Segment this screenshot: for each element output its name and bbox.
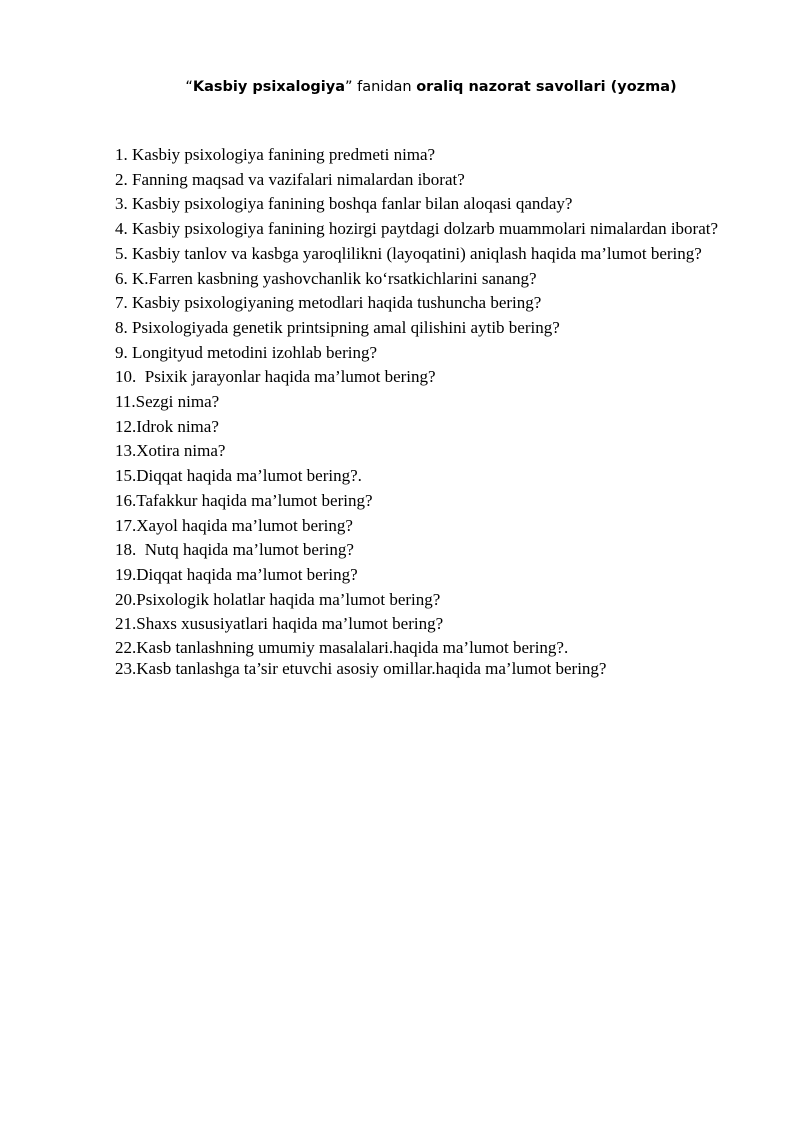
question-item: 4. Kasbiy psixologiya fanining hozirgi paytdagi dolzarb muammolari nimalardan iborat?	[115, 219, 719, 239]
question-item: 2. Fanning maqsad va vazifalari nimalardan iborat?	[115, 169, 465, 189]
question-item: 6. K.Farren kasbning yashovchanlik koʻrsatkichlarini sanang?	[115, 268, 537, 288]
question-item: 17.Xayol haqida ma’lumot bering?	[115, 515, 353, 535]
question-item: 8. Psixologiyada genetik printsipning amal qilishini aytib bering?	[115, 317, 560, 337]
title-subject: Kasbiy psixalogiya	[192, 79, 345, 95]
title-open-quote: “	[185, 79, 193, 95]
question-item: 23.Kasb tanlashga ta’sir etuvchi asosiy omillar.haqida ma’lumot bering?	[115, 659, 607, 679]
question-item: 7. Kasbiy psixologiyaning metodlari haqida tushuncha bering?	[115, 293, 542, 313]
question-item: 15.Diqqat haqida ma’lumot bering?.	[115, 466, 362, 486]
question-item: 21.Shaxs xususiyatlari haqida ma’lumot bering?	[115, 614, 444, 634]
document-title	[0, 76, 800, 98]
question-item: 9. Longityud metodini izohlab bering?	[115, 342, 378, 362]
question-item: 18. Nutq haqida ma’lumot bering?	[115, 540, 354, 560]
title-exam-type: oraliq nazorat savollari (yozma)	[416, 79, 677, 95]
question-item: 16.Tafakkur haqida ma’lumot bering?	[115, 490, 373, 510]
question-item: 13.Xotira nima?	[115, 441, 226, 461]
question-item: 22.Kasb tanlashning umumiy masalalari.haqida ma’lumot bering?.	[115, 638, 569, 658]
questions-list	[115, 143, 733, 679]
question-item: 19.Diqqat haqida ma’lumot bering?	[115, 564, 358, 584]
question-item: 3. Kasbiy psixologiya fanining boshqa fanlar bilan aloqasi qanday?	[115, 194, 573, 214]
question-item: 5. Kasbiy tanlov va kasbga yaroqlilikni (layoqatini) aniqlash haqida ma’lumot bering?	[115, 243, 702, 263]
question-item: 20.Psixologik holatlar haqida ma’lumot bering?	[115, 589, 441, 609]
question-item: 11.Sezgi nima?	[115, 392, 220, 412]
question-item: 1. Kasbiy psixologiya fanining predmeti nima?	[115, 145, 436, 164]
question-item: 10. Psixik jarayonlar haqida ma’lumot bering?	[115, 367, 436, 387]
question-item: 12.Idrok nima?	[115, 416, 219, 436]
title-connector: ” fanidan	[345, 79, 417, 95]
